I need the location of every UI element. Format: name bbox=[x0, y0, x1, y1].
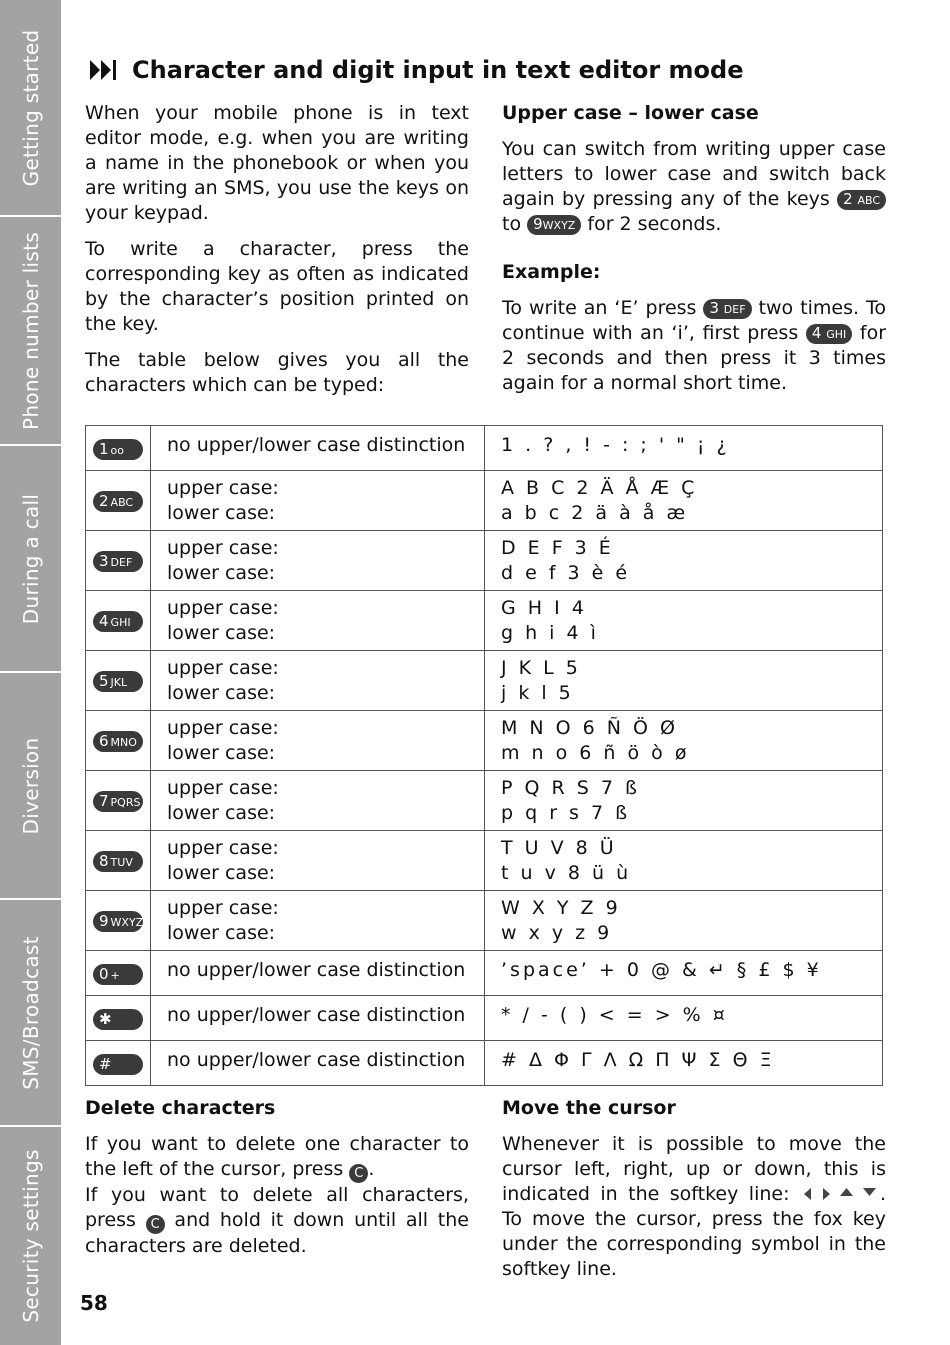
softkey-arrows bbox=[804, 1188, 876, 1200]
upper-case-label: upper case: bbox=[167, 717, 279, 739]
table-row bbox=[86, 771, 883, 831]
lower-case-label: lower case: bbox=[167, 562, 276, 584]
table-row bbox=[86, 711, 883, 771]
lower-case-label: lower case: bbox=[167, 862, 276, 884]
key-badge: ✱ bbox=[93, 1009, 143, 1030]
case-description bbox=[151, 831, 485, 891]
case-description bbox=[151, 471, 485, 531]
tab-phone-number-lists[interactable]: Phone number lists bbox=[0, 217, 61, 446]
upper-case-label: upper case: bbox=[167, 657, 279, 679]
lower-case-label: lower case: bbox=[167, 502, 276, 524]
table-row bbox=[86, 531, 883, 591]
lower-case-characters: a b c 2 ä à å æ bbox=[501, 502, 689, 524]
table-row bbox=[86, 1041, 883, 1086]
chapter-tabs bbox=[0, 0, 61, 1345]
key-badge: 1 ᴏᴏ bbox=[93, 439, 143, 460]
tab-security-settings[interactable]: Security settings bbox=[0, 1127, 61, 1345]
table-row bbox=[86, 996, 883, 1041]
arrow-left-icon bbox=[804, 1188, 812, 1200]
key-badge: 6 MNO bbox=[93, 731, 143, 752]
key-cell bbox=[86, 531, 151, 591]
upper-lower-heading: Upper case – lower case bbox=[502, 102, 759, 124]
case-description bbox=[151, 891, 485, 951]
key-4-badge: 4 GHI bbox=[806, 324, 852, 344]
upper-case-label: upper case: bbox=[167, 597, 279, 619]
upper-lower-paragraph: You can switch from writing upper case letters to lower case and switch back again by pressing any of the keys 2 ABC to 9WXYZ for 2 seconds. bbox=[502, 138, 886, 235]
key-3-badge: 3 DEF bbox=[703, 299, 751, 319]
arrow-right-icon bbox=[822, 1188, 830, 1200]
upper-case-characters: G H I 4 bbox=[501, 597, 587, 619]
key-cell bbox=[86, 891, 151, 951]
tab-diversion[interactable]: Diversion bbox=[0, 673, 61, 900]
key-9-badge: 9WXYZ bbox=[527, 215, 581, 235]
table-row bbox=[86, 951, 883, 996]
key-cell bbox=[86, 471, 151, 531]
table-row bbox=[86, 891, 883, 951]
key-cell bbox=[86, 591, 151, 651]
character-list bbox=[485, 831, 883, 891]
character-list bbox=[485, 771, 883, 831]
key-badge: 7 PQRS bbox=[93, 791, 143, 812]
lower-case-characters: p q r s 7 ß bbox=[501, 802, 631, 824]
upper-case-characters: A B C 2 Ä Å Æ Ç bbox=[501, 477, 698, 499]
key-cell bbox=[86, 996, 151, 1041]
table-row bbox=[86, 426, 883, 471]
key-badge: 3 DEF bbox=[93, 551, 143, 572]
move-cursor-section bbox=[502, 1096, 886, 1282]
delete-heading: Delete characters bbox=[85, 1097, 276, 1119]
key-badge: 9 WXYZ bbox=[93, 911, 143, 932]
upper-case-characters: M N O 6 Ñ Ö Ø bbox=[501, 717, 679, 739]
character-list bbox=[485, 531, 883, 591]
case-description bbox=[151, 531, 485, 591]
key-cell bbox=[86, 771, 151, 831]
character-list bbox=[485, 711, 883, 771]
key-cell bbox=[86, 1041, 151, 1086]
lower-case-label: lower case: bbox=[167, 742, 276, 764]
key-2-badge: 2 ABC bbox=[837, 190, 886, 210]
table-row bbox=[86, 471, 883, 531]
upper-case-label: upper case: bbox=[167, 537, 279, 559]
example-heading: Example: bbox=[502, 261, 601, 283]
arrow-down-icon bbox=[863, 1188, 876, 1196]
move-heading: Move the cursor bbox=[502, 1097, 676, 1119]
character-table bbox=[85, 425, 883, 1086]
character-list bbox=[485, 591, 883, 651]
key-cell bbox=[86, 951, 151, 996]
upper-case-label: upper case: bbox=[167, 477, 279, 499]
key-cell bbox=[86, 831, 151, 891]
character-list bbox=[485, 471, 883, 531]
tab-during-a-call[interactable]: During a call bbox=[0, 446, 61, 673]
lower-case-characters: g h i 4 ì bbox=[501, 622, 599, 644]
lower-case-label: lower case: bbox=[167, 682, 276, 704]
arrow-up-icon bbox=[840, 1188, 853, 1196]
clear-key-icon: C bbox=[349, 1164, 368, 1183]
character-list bbox=[485, 891, 883, 951]
key-badge: # bbox=[93, 1054, 143, 1075]
key-cell bbox=[86, 426, 151, 471]
upper-case-characters: W X Y Z 9 bbox=[501, 897, 621, 919]
case-description: no upper/lower case distinction bbox=[151, 951, 485, 996]
info-column bbox=[502, 101, 886, 396]
table-row bbox=[86, 831, 883, 891]
clear-key-icon: C bbox=[146, 1215, 165, 1234]
upper-case-characters: D E F 3 É bbox=[501, 537, 614, 559]
character-list: * / - ( ) < = > % ¤ bbox=[485, 996, 883, 1041]
intro-paragraph: To write a character, press the corresponding key as often as indicated by the character’s position printed on the key. bbox=[85, 238, 469, 335]
key-badge: 0 + bbox=[93, 964, 143, 985]
lower-case-characters: m n o 6 ñ ö ò ø bbox=[501, 742, 690, 764]
case-description bbox=[151, 591, 485, 651]
key-badge: 5 JKL bbox=[93, 671, 143, 692]
key-badge: 2 ABC bbox=[93, 491, 143, 512]
delete-section bbox=[85, 1096, 469, 1259]
upper-case-label: upper case: bbox=[167, 897, 279, 919]
page-title bbox=[90, 56, 743, 84]
character-list: 1 . ? , ! - : ; ' " ¡ ¿ bbox=[485, 426, 883, 471]
upper-case-label: upper case: bbox=[167, 777, 279, 799]
lower-case-characters: d e f 3 è é bbox=[501, 562, 631, 584]
intro-column bbox=[85, 101, 469, 409]
lower-case-label: lower case: bbox=[167, 622, 276, 644]
case-description: no upper/lower case distinction bbox=[151, 996, 485, 1041]
upper-case-characters: P Q R S 7 ß bbox=[501, 777, 640, 799]
character-list: ’space’ + 0 @ & ↵ § £ $ ¥ bbox=[485, 951, 883, 996]
case-description: no upper/lower case distinction bbox=[151, 426, 485, 471]
upper-case-characters: T U V 8 Ü bbox=[501, 837, 617, 859]
upper-case-label: upper case: bbox=[167, 837, 279, 859]
intro-paragraph: The table below gives you all the characters which can be typed: bbox=[85, 349, 469, 396]
case-description bbox=[151, 711, 485, 771]
tab-sms-broadcast[interactable]: SMS/Broadcast bbox=[0, 900, 61, 1127]
page-number: 58 bbox=[80, 1291, 108, 1315]
key-badge: 8 TUV bbox=[93, 851, 143, 872]
key-badge: 4 GHI bbox=[93, 611, 143, 632]
case-description bbox=[151, 651, 485, 711]
lower-case-characters: t u v 8 ü ù bbox=[501, 862, 632, 884]
lower-case-label: lower case: bbox=[167, 922, 276, 944]
case-description bbox=[151, 771, 485, 831]
key-cell bbox=[86, 651, 151, 711]
key-cell bbox=[86, 711, 151, 771]
title-text: Character and digit input in text editor mode bbox=[132, 56, 744, 84]
character-list bbox=[485, 651, 883, 711]
tab-getting-started[interactable]: Getting started bbox=[0, 0, 61, 217]
table-row bbox=[86, 591, 883, 651]
lower-case-label: lower case: bbox=[167, 802, 276, 824]
move-paragraph: Whenever it is possible to move the cursor left, right, up or down, this is indicated in the softkey line: . To move the cursor, press the fox key under the corresponding symbol in the softkey line. bbox=[502, 1133, 886, 1280]
table-row bbox=[86, 651, 883, 711]
delete-paragraph: If you want to delete one character to the left of the cursor, press C . If you want to delete all characters, press C and hold it down until all the characters are deleted. bbox=[85, 1133, 469, 1257]
lower-case-characters: j k l 5 bbox=[501, 682, 574, 704]
case-description: no upper/lower case distinction bbox=[151, 1041, 485, 1086]
example-paragraph: To write an ‘E’ press 3 DEF two times. To continue with an ‘i’, first press 4 GHI for 2 seconds and then press it 3 times again for a normal short time. bbox=[502, 297, 887, 394]
upper-case-characters: J K L 5 bbox=[501, 657, 581, 679]
intro-paragraph: When your mobile phone is in text editor mode, e.g. when you are writing a name in the phonebook or when you are writing an SMS, you use the keys on your keypad. bbox=[85, 102, 469, 224]
fast-forward-icon bbox=[90, 59, 118, 81]
lower-case-characters: w x y z 9 bbox=[501, 922, 613, 944]
character-list: # Δ Φ Γ Λ Ω Π Ψ Σ Θ Ξ bbox=[485, 1041, 883, 1086]
